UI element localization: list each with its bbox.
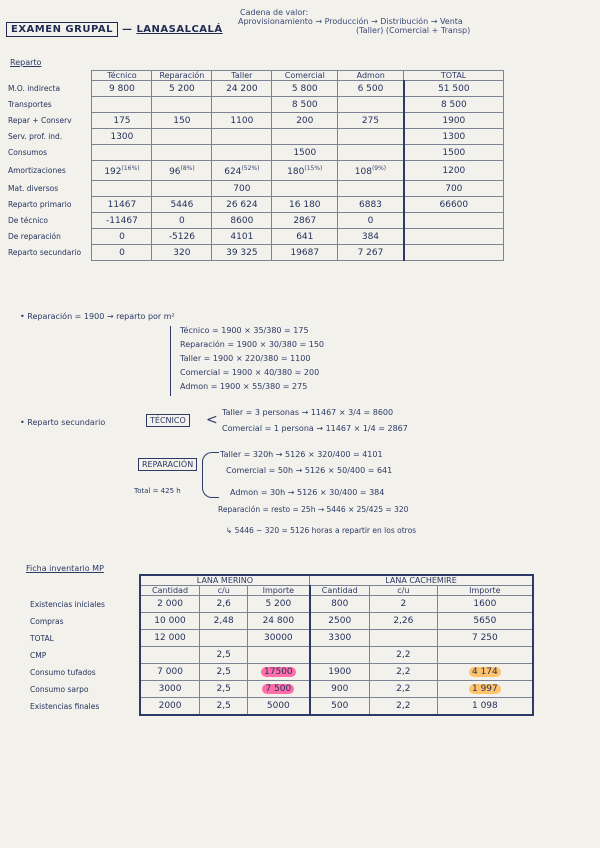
inventario-cell-value: 2,5	[216, 684, 231, 694]
reparto-cell-value: 96	[169, 166, 181, 177]
reparto-col-comercial: Comercial	[272, 71, 338, 81]
reparto-cell	[152, 161, 212, 181]
inventario-row	[28, 698, 533, 715]
reparto-cell	[212, 197, 272, 213]
reparto-cell-percent: (8%)	[180, 164, 195, 172]
reparto-cell	[92, 213, 152, 229]
inventario-cell	[437, 647, 533, 664]
reparto-cell-value: -11467	[105, 215, 138, 226]
reparto-cell-value: 150	[173, 115, 191, 126]
inventario-cell	[140, 681, 200, 698]
reparto-cell-value: 0	[119, 247, 125, 258]
inventario-cell-value: 2	[400, 599, 407, 609]
reparto-cell-value: 320	[173, 247, 191, 258]
reparto-row	[6, 229, 504, 245]
reparto-cell	[152, 97, 212, 113]
reparto-header-row	[6, 71, 504, 81]
inventario-cell	[200, 630, 248, 647]
reparacion-box-wrap	[138, 458, 197, 471]
reparto-cell	[212, 229, 272, 245]
merino-importe-col: Importe	[248, 586, 310, 596]
reparto-row	[6, 97, 504, 113]
reparto-cell-value: 641	[296, 231, 314, 242]
inventario-cell-value: 2,2	[396, 700, 411, 711]
reparto-cell	[212, 181, 272, 197]
inventario-row-label: Existencias finales	[28, 698, 140, 715]
inventario-cell-value: 1 098	[471, 700, 498, 711]
reparto-cell	[338, 161, 404, 181]
reparto-cell	[92, 81, 152, 97]
reparacion-line-reparacion: Reparación = 1900 × 30/380 = 150	[180, 340, 325, 349]
reparto-cell-value: 1300	[110, 131, 134, 142]
reparto-cell-value: 5 200	[169, 83, 195, 94]
reparto-cell-value: 5446	[170, 199, 194, 210]
inventario-cell-value: 3300	[328, 633, 352, 643]
tecnico-box-wrap	[146, 414, 190, 427]
reparto-cell	[404, 197, 504, 213]
group-lana-merino: LANA MERINO	[140, 575, 310, 586]
value-chain-line1: Aprovisionamiento → Producción → Distribución → Venta	[238, 17, 463, 26]
inventario-cell-value: 2000	[158, 700, 182, 711]
reparto-cell-value: 6 500	[357, 83, 384, 94]
reparacion-sec-admon: Admon = 30h → 5126 × 30/400 = 384	[230, 488, 385, 497]
reparto-cell-value: 8 500	[291, 99, 318, 110]
tecnico-line-taller: Taller = 3 personas → 11467 × 3/4 = 8600	[222, 408, 394, 417]
inventario-cell	[310, 698, 370, 715]
inventario-cell	[248, 698, 310, 715]
reparto-corner	[6, 71, 92, 81]
reparto-cell-value: 6883	[359, 199, 382, 210]
reparto-cell-value: 1100	[230, 115, 254, 126]
reparto-cell-value: 39 325	[226, 247, 258, 258]
reparto-row-label: Consumos	[6, 145, 92, 161]
reparto-cell-value: 624	[224, 166, 242, 177]
reparto-cell	[404, 213, 504, 229]
inventario-cell-value: 2,2	[396, 667, 411, 677]
inventario-cell-value: 2,5	[216, 650, 231, 660]
inventario-cell-value: 800	[331, 599, 349, 609]
cachemire-cantidad-col: Cantidad	[310, 586, 370, 596]
reparto-cell-value: 19687	[290, 247, 320, 258]
inventario-cell	[369, 698, 437, 715]
reparto-cell	[404, 181, 504, 197]
reparto-row-label: Repar + Conserv	[6, 113, 92, 129]
reparto-row	[6, 197, 504, 213]
reparto-cell-value: 0	[367, 215, 374, 226]
reparacion-sec-brace	[202, 452, 219, 498]
inventario-cell	[200, 664, 248, 681]
reparto-cell	[404, 145, 504, 161]
reparto-cell-value: 11467	[107, 199, 137, 210]
reparto-cell	[272, 213, 338, 229]
inventario-cell	[369, 681, 437, 698]
inventario-row	[28, 596, 533, 613]
reparto-cell-value: 5 800	[291, 83, 318, 94]
inventario-cell-value: 900	[331, 684, 349, 694]
inventario-cell	[310, 647, 370, 664]
inventario-cell	[248, 613, 310, 630]
inventario-cell-value: 4 174	[469, 667, 501, 677]
inventario-cell	[200, 698, 248, 715]
inventario-cell	[437, 681, 533, 698]
inventario-cell	[248, 664, 310, 681]
inventario-cell-value: 1600	[473, 599, 497, 609]
inventario-cell-value: 7 000	[157, 667, 183, 677]
reparto-cell-value: 700	[445, 183, 463, 194]
inventario-cell-value: 2500	[328, 616, 352, 626]
tecnico-box: TÉCNICO	[146, 414, 190, 427]
inventario-cell-value: 5000	[266, 700, 290, 711]
inventario-cell	[310, 613, 370, 630]
reparacion-sec-comercial: Comercial = 50h → 5126 × 50/400 = 641	[226, 466, 393, 475]
reparto-cell	[272, 129, 338, 145]
reparto-cell-percent: (15%)	[304, 164, 323, 172]
reparto-cell-percent: (16%)	[121, 164, 140, 172]
inventario-cell	[140, 630, 200, 647]
inventario-row	[28, 681, 533, 698]
cachemire-importe-col: Importe	[437, 586, 533, 596]
inventario-cell-value: 2 000	[157, 599, 183, 609]
reparto-cell	[92, 197, 152, 213]
reparto-cell	[152, 213, 212, 229]
reparto-cell-value: 26 624	[226, 199, 258, 210]
inventario-cell-value: 2,5	[216, 700, 231, 711]
inventario-cell	[248, 596, 310, 613]
inventario-row	[28, 613, 533, 630]
inventario-cell-value: 500	[331, 700, 349, 711]
reparto-cell-value: 16 180	[289, 199, 321, 210]
value-chain-title: Cadena de valor:	[240, 8, 309, 17]
inventario-cell	[248, 681, 310, 698]
inventario-cell	[437, 613, 533, 630]
reparto-cell	[338, 197, 404, 213]
reparto-row	[6, 181, 504, 197]
reparacion-line-taller: Taller = 1900 × 220/380 = 1100	[180, 354, 311, 363]
reparacion-note-head: • Reparación = 1900 → reparto por m²	[20, 312, 175, 321]
reparacion-line-tecnico: Técnico = 1900 × 35/380 = 175	[180, 326, 309, 335]
reparto-cell	[92, 113, 152, 129]
reparto-cell-value: 1500	[442, 147, 466, 158]
reparto-row-label: M.O. indirecta	[6, 81, 92, 97]
reparto-col-total: TOTAL	[404, 71, 504, 81]
reparto-row	[6, 81, 504, 97]
inventario-cell	[248, 630, 310, 647]
reparto-cell	[92, 145, 152, 161]
reparto-cell-value: -5126	[168, 231, 195, 242]
inventario-cell	[369, 630, 437, 647]
inventario-cell-value: 7 500	[262, 684, 294, 694]
inventario-cell	[140, 613, 200, 630]
reparto-cell	[152, 113, 212, 129]
reparto-cell	[338, 145, 404, 161]
reparto-cell	[212, 145, 272, 161]
reparto-cell	[404, 129, 504, 145]
inventario-cell	[200, 596, 248, 613]
inventario-row-label: Compras	[28, 613, 140, 630]
reparacion-box: REPARACIÓN	[138, 458, 197, 471]
inventario-cell-value: 3000	[158, 684, 182, 694]
reparto-cell-value: 8600	[230, 215, 254, 226]
reparto-cell-value: 384	[361, 231, 380, 242]
reparto-cell	[338, 213, 404, 229]
inventario-cell	[310, 664, 370, 681]
total-hours-note: Total = 425 h	[134, 487, 181, 495]
reparto-cell-value: 192	[104, 166, 122, 177]
reparto-cell	[92, 129, 152, 145]
reparto-cell-value: 24 200	[226, 83, 258, 94]
reparto-cell-value: 1500	[293, 147, 317, 158]
exam-title-right: LANASALCALÁ	[136, 24, 223, 35]
reparto-row	[6, 113, 504, 129]
inventario-cell-value: 5650	[473, 616, 497, 626]
inventario-cell-value: 2,2	[396, 650, 411, 660]
inventario-cell	[140, 596, 200, 613]
inventario-cell	[248, 647, 310, 664]
reparto-cell-value: 180	[287, 166, 305, 177]
inventario-row-label: TOTAL	[28, 630, 140, 647]
inventario-cell	[369, 647, 437, 664]
reparto-col-taller: Taller	[212, 71, 272, 81]
exam-title-left: EXAMEN GRUPAL	[6, 22, 118, 37]
reparto-cell	[272, 81, 338, 97]
reparto-cell-value: 51 500	[438, 83, 470, 94]
inventario-cell-value: 24 800	[262, 616, 295, 626]
inventario-cell	[437, 630, 533, 647]
reparto-table	[6, 70, 504, 261]
inventario-cell	[310, 681, 370, 698]
reparto-col-reparacion: Reparación	[152, 71, 212, 81]
inventario-cell	[437, 698, 533, 715]
inventario-cell	[310, 596, 370, 613]
cachemire-cu-col: c/u	[369, 586, 437, 596]
inventario-cell	[437, 596, 533, 613]
reparto-cell	[212, 161, 272, 181]
reparto-cell-value: 8 500	[440, 99, 467, 110]
inventario-cell	[140, 647, 200, 664]
reparacion-line-comercial: Comercial = 1900 × 40/380 = 200	[180, 368, 320, 377]
inventario-cell	[200, 681, 248, 698]
reparto-cell	[212, 97, 272, 113]
reparto-cell	[92, 245, 152, 261]
reparto-row	[6, 129, 504, 145]
reparto-cell	[272, 113, 338, 129]
group-lana-cachemire: LANA CACHEMIRE	[310, 575, 533, 586]
inventario-cell	[200, 647, 248, 664]
reparto-cell	[152, 81, 212, 97]
reparto-cell	[404, 229, 504, 245]
reparto-cell	[92, 97, 152, 113]
reparto-cell	[338, 129, 404, 145]
inventario-cell-value: 5 200	[265, 599, 292, 609]
reparto-cell	[272, 181, 338, 197]
reparto-cell	[212, 81, 272, 97]
reparto-cell	[272, 245, 338, 261]
inventario-cell	[369, 664, 437, 681]
reparto-cell-value: 175	[113, 115, 131, 126]
reparto-cell-value: 1900	[442, 115, 466, 126]
inventario-cell-value: 1 997	[469, 684, 501, 694]
reparto-cell	[272, 197, 338, 213]
inventario-cell-value: 2,5	[216, 667, 231, 677]
reparto-row-label: De técnico	[6, 213, 92, 229]
inventario-cell	[140, 698, 200, 715]
reparto-cell	[338, 229, 404, 245]
inventario-cell-value: 12 000	[154, 633, 186, 643]
reparto-cell	[152, 229, 212, 245]
reparto-cell	[338, 181, 404, 197]
reparto-cell	[404, 81, 504, 97]
reparto-cell	[152, 245, 212, 261]
reparto-cell-value: 200	[296, 115, 314, 126]
reparto-cell	[338, 113, 404, 129]
reparto-cell	[404, 161, 504, 181]
reparto-cell	[338, 97, 404, 113]
reparto-row	[6, 245, 504, 261]
inventario-cell-value: 17500	[261, 667, 296, 677]
reparto-cell	[338, 245, 404, 261]
reparacion-brace	[170, 326, 179, 396]
reparto-row-label: Amortizaciones	[6, 161, 92, 181]
reparto-cell-value: 66600	[439, 199, 469, 210]
reparto-cell	[92, 181, 152, 197]
reparto-cell-value: 0	[119, 231, 125, 242]
reparto-cell	[338, 81, 404, 97]
reparto-cell	[404, 97, 504, 113]
reparto-row-label: Reparto secundario	[6, 245, 92, 261]
inventario-cell-value: 2,48	[213, 616, 234, 626]
inventario-cell-value: 2,6	[216, 599, 231, 609]
reparto-cell	[212, 113, 272, 129]
reparto-cell-percent: (9%)	[371, 164, 387, 172]
reparto-cell-value: 7 267	[357, 247, 384, 258]
reparto-row	[6, 145, 504, 161]
reparto-cell-value: 108	[354, 166, 372, 177]
reparto-cell	[152, 197, 212, 213]
inventario-row-label: Existencias iniciales	[28, 596, 140, 613]
inventario-cell	[369, 613, 437, 630]
reparacion-sec-diff: ↳ 5446 − 320 = 5126 horas a repartir en los otros	[226, 526, 417, 535]
reparto-col-admon: Admon	[338, 71, 404, 81]
merino-cu-col: c/u	[200, 586, 248, 596]
inventario-cell-value: 1900	[328, 667, 352, 677]
inventario-cell-value: 10 000	[154, 616, 186, 626]
inventario-row-label: Consumo sarpo	[28, 681, 140, 698]
reparto-cell-percent: (52%)	[241, 164, 260, 172]
reparto-cell	[152, 129, 212, 145]
merino-cantidad-col: Cantidad	[140, 586, 200, 596]
inventario-table	[28, 574, 534, 716]
reparto-row	[6, 213, 504, 229]
reparto-cell	[212, 129, 272, 145]
tecnico-brace: <	[206, 412, 218, 428]
inventario-row	[28, 630, 533, 647]
inventario-label: Ficha inventario MP	[26, 564, 104, 573]
reparto-cell	[92, 161, 152, 181]
inventario-cell	[200, 613, 248, 630]
inventario-cell	[437, 664, 533, 681]
reparto-row-label: Reparto primario	[6, 197, 92, 213]
value-chain-line2: (Taller) (Comercial + Transp)	[356, 26, 471, 35]
inventario-group-row	[28, 575, 533, 586]
reparto-cell	[404, 245, 504, 261]
inventario-cell-value: 2,2	[396, 684, 411, 694]
reparto-row-label: Transportes	[6, 97, 92, 113]
inventario-row-label: CMP	[28, 647, 140, 664]
inventario-row-label: Consumo tufados	[28, 664, 140, 681]
reparacion-line-admon: Admon = 1900 × 55/380 = 275	[180, 382, 308, 391]
reparto-cell	[272, 97, 338, 113]
inventario-corner	[28, 575, 140, 586]
reparto-cell-value: 9 800	[109, 83, 135, 94]
inventario-cell	[310, 630, 370, 647]
value-chain-note	[238, 8, 578, 35]
reparto-cell	[152, 181, 212, 197]
reparto-cell	[272, 145, 338, 161]
reparto-cell	[152, 145, 212, 161]
reparto-label: Reparto	[10, 58, 42, 67]
inventario-corner-2	[28, 586, 140, 596]
reparto-cell-value: 700	[233, 183, 251, 194]
reparacion-sec-resto: Reparación = resto = 25h → 5446 × 25/425 = 320	[218, 505, 409, 514]
reparto-cell	[212, 213, 272, 229]
reparto-cell	[92, 229, 152, 245]
reparacion-sec-taller: Taller = 320h → 5126 × 320/400 = 4101	[220, 450, 383, 459]
reparto-cell-value: 4101	[230, 231, 254, 242]
inventario-subcol-row	[28, 586, 533, 596]
inventario-cell-value: 7 250	[471, 633, 498, 643]
inventario-row	[28, 647, 533, 664]
reparto-cell	[212, 245, 272, 261]
inventario-cell	[369, 596, 437, 613]
reparto-cell-value: 1200	[442, 165, 466, 176]
reparto-cell-value: 275	[361, 115, 380, 126]
reparto-cell-value: 0	[179, 215, 185, 226]
reparto-row-label: De reparación	[6, 229, 92, 245]
reparto-cell	[404, 113, 504, 129]
reparto-cell-value: 2867	[293, 215, 317, 226]
inventario-cell	[140, 664, 200, 681]
reparto-row	[6, 161, 504, 181]
reparto-cell-value: 1300	[442, 131, 466, 142]
reparto-row-label: Serv. prof. ind.	[6, 129, 92, 145]
inventario-row	[28, 664, 533, 681]
reparto-cell	[272, 229, 338, 245]
reparto-cell	[272, 161, 338, 181]
reparto-col-tecnico: Técnico	[92, 71, 152, 81]
inventario-cell-value: 30000	[264, 633, 293, 643]
secundario-note-head: • Reparto secundario	[20, 418, 106, 427]
inventario-cell-value: 2,26	[393, 616, 414, 626]
reparto-row-label: Mat. diversos	[6, 181, 92, 197]
tecnico-line-comercial: Comercial = 1 persona → 11467 × 1/4 = 2867	[222, 424, 408, 433]
exam-title: EXAMEN GRUPAL — LANASALCALÁ	[6, 22, 223, 37]
